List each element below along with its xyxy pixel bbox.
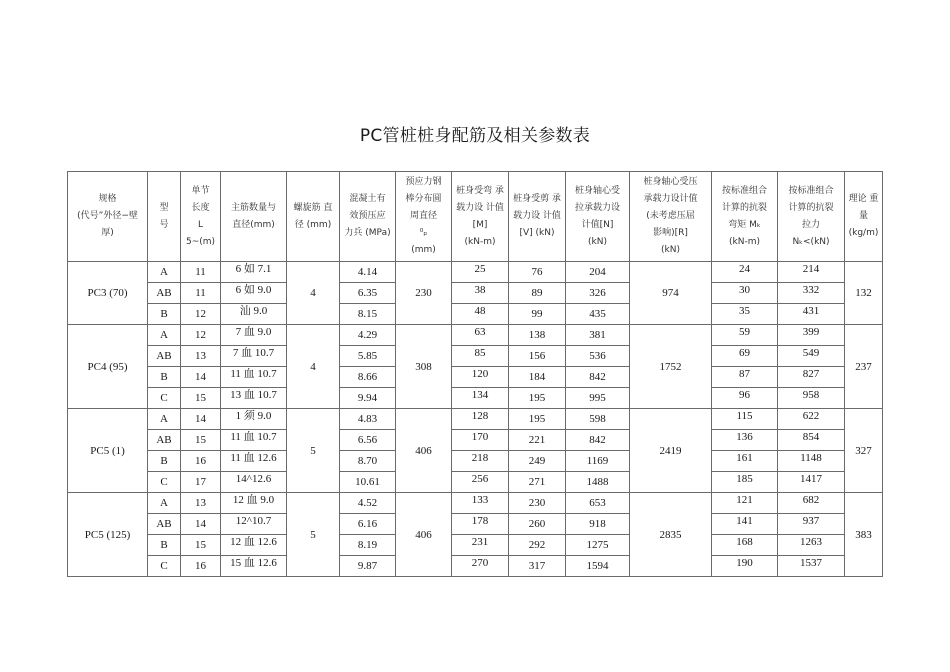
prestress-cell: 6.35: [340, 283, 396, 304]
shear-cell: 138: [509, 325, 566, 346]
table-body: [68, 262, 883, 577]
moment-cell: 85: [452, 346, 509, 367]
spiral-cell: 5: [287, 493, 340, 577]
table-row: [68, 514, 883, 535]
table-row: [68, 472, 883, 493]
header-shear: [509, 172, 566, 262]
crack-tension-cell: 1148: [778, 451, 845, 472]
header-moment: [452, 172, 509, 262]
header-line: 按标准组合: [721, 185, 767, 196]
length-cell: 13: [181, 346, 221, 367]
header-line: 拉承载力设: [574, 202, 620, 213]
header-axial-compression: [630, 172, 712, 262]
length-cell: 15: [181, 535, 221, 556]
header-length: [181, 172, 221, 262]
header-line: (kN): [661, 245, 680, 255]
weight-cell: 237: [845, 325, 883, 409]
crack-tension-cell: 622: [778, 409, 845, 430]
header-prestress: [340, 172, 396, 262]
header-line: Nₖ<(kN): [792, 236, 830, 247]
type-cell: AB: [148, 283, 181, 304]
table-row: [68, 535, 883, 556]
header-spiral: [287, 172, 340, 262]
shear-cell: 76: [509, 262, 566, 283]
moment-cell: 63: [452, 325, 509, 346]
moment-cell: 170: [452, 430, 509, 451]
rebar-cell: 7 血 9.0: [221, 325, 287, 346]
crack-tension-cell: 332: [778, 283, 845, 304]
table-row: [68, 451, 883, 472]
header-line: 计算的抗裂: [788, 202, 834, 213]
header-line: 效预压应: [349, 211, 386, 221]
header-line: 型: [159, 202, 169, 213]
header-tension: [566, 172, 630, 262]
crack-moment-cell: 168: [712, 535, 778, 556]
document-title: PC管桩桩身配筋及相关参数表: [359, 126, 591, 146]
header-line: 载力设 计值: [513, 211, 561, 221]
header-line: 载力设 计值: [456, 202, 504, 213]
tension-cell: 1169: [566, 451, 630, 472]
length-cell: 11: [181, 283, 221, 304]
shear-cell: 230: [509, 493, 566, 514]
table-row: [68, 346, 883, 367]
spec-cell: PC5 (1): [68, 409, 148, 493]
crack-moment-cell: 59: [712, 325, 778, 346]
type-cell: A: [148, 262, 181, 283]
shear-cell: 156: [509, 346, 566, 367]
header-line: 计算的抗裂: [721, 202, 767, 213]
table-row: [68, 283, 883, 304]
circle-diameter-cell: 406: [396, 493, 452, 577]
moment-cell: 178: [452, 514, 509, 535]
crack-moment-cell: 190: [712, 556, 778, 577]
header-line: 号: [159, 219, 169, 230]
header-line: 直径(mm): [232, 219, 275, 230]
header-line: 周直径: [409, 211, 437, 221]
tension-cell: 204: [566, 262, 630, 283]
length-cell: 14: [181, 367, 221, 388]
weight-cell: 383: [845, 493, 883, 577]
type-cell: B: [148, 367, 181, 388]
header-line: 单节: [191, 185, 210, 196]
header-line: 弯矩 Mₖ: [728, 219, 761, 230]
rebar-cell: 12 血 9.0: [221, 493, 287, 514]
prestress-cell: 8.66: [340, 367, 396, 388]
table-row: [68, 262, 883, 283]
header-line: L: [197, 219, 203, 230]
axial-compression-cell: 2835: [630, 493, 712, 577]
prestress-cell: 6.56: [340, 430, 396, 451]
table-row: [68, 493, 883, 514]
type-cell: A: [148, 493, 181, 514]
crack-moment-cell: 161: [712, 451, 778, 472]
prestress-cell: 4.83: [340, 409, 396, 430]
spiral-cell: 4: [287, 325, 340, 409]
header-line: 预应力钢: [405, 177, 442, 187]
table-row: [68, 409, 883, 430]
crack-moment-cell: 96: [712, 388, 778, 409]
header-line: 承载力设计值: [643, 194, 698, 204]
crack-moment-cell: 136: [712, 430, 778, 451]
spiral-cell: 5: [287, 409, 340, 493]
prestress-cell: 6.16: [340, 514, 396, 535]
spec-cell: PC4 (95): [68, 325, 148, 409]
shear-cell: 195: [509, 409, 566, 430]
prestress-cell: 8.15: [340, 304, 396, 325]
crack-tension-cell: 431: [778, 304, 845, 325]
prestress-cell: 4.52: [340, 493, 396, 514]
moment-cell: 128: [452, 409, 509, 430]
header-line: 按标准组合: [788, 185, 834, 196]
crack-tension-cell: 399: [778, 325, 845, 346]
prestress-cell: 4.29: [340, 325, 396, 346]
header-circle: [396, 172, 452, 262]
header-line: (kN-m): [729, 236, 760, 247]
header-line: 量 (kg/m): [848, 211, 879, 238]
tension-cell: 1275: [566, 535, 630, 556]
table-row: [68, 325, 883, 346]
tension-cell: 536: [566, 346, 630, 367]
header-spec: [68, 172, 148, 262]
header-line: [V] (kN): [519, 228, 555, 238]
circle-diameter-cell: 406: [396, 409, 452, 493]
crack-moment-cell: 141: [712, 514, 778, 535]
crack-tension-cell: 682: [778, 493, 845, 514]
crack-tension-cell: 214: [778, 262, 845, 283]
shear-cell: 89: [509, 283, 566, 304]
type-cell: A: [148, 325, 181, 346]
moment-cell: 120: [452, 367, 509, 388]
rebar-cell: 11 血 10.7: [221, 367, 287, 388]
table-header-row: [68, 172, 883, 262]
header-line: (kN): [588, 236, 607, 247]
header-line: (kN-m): [464, 236, 496, 247]
type-cell: C: [148, 556, 181, 577]
rebar-cell: 11 血 10.7: [221, 430, 287, 451]
length-cell: 16: [181, 556, 221, 577]
crack-tension-cell: 1417: [778, 472, 845, 493]
type-cell: C: [148, 472, 181, 493]
tension-cell: 842: [566, 367, 630, 388]
shear-cell: 249: [509, 451, 566, 472]
shear-cell: 99: [509, 304, 566, 325]
header-line: ⁰ₚ: [419, 228, 428, 238]
crack-moment-cell: 115: [712, 409, 778, 430]
table-row: [68, 367, 883, 388]
header-line: 长度: [191, 202, 210, 213]
table-row: [68, 388, 883, 409]
crack-moment-cell: 69: [712, 346, 778, 367]
moment-cell: 25: [452, 262, 509, 283]
spec-cell: PC3 (70): [68, 262, 148, 325]
crack-moment-cell: 30: [712, 283, 778, 304]
rebar-cell: 15 血 12.6: [221, 556, 287, 577]
header-line: 桩身轴心受压: [643, 177, 698, 187]
header-line: [M]: [472, 219, 488, 230]
shear-cell: 184: [509, 367, 566, 388]
crack-tension-cell: 827: [778, 367, 845, 388]
shear-cell: 260: [509, 514, 566, 535]
header-line: 螺旋筋 直: [293, 202, 333, 213]
shear-cell: 271: [509, 472, 566, 493]
moment-cell: 134: [452, 388, 509, 409]
crack-tension-cell: 958: [778, 388, 845, 409]
length-cell: 12: [181, 304, 221, 325]
length-cell: 14: [181, 409, 221, 430]
header-line: 理论 重: [848, 194, 879, 204]
length-cell: 15: [181, 388, 221, 409]
crack-moment-cell: 87: [712, 367, 778, 388]
crack-tension-cell: 549: [778, 346, 845, 367]
type-cell: C: [148, 388, 181, 409]
rebar-cell: 7 血 10.7: [221, 346, 287, 367]
crack-tension-cell: 1537: [778, 556, 845, 577]
rebar-cell: 12^10.7: [221, 514, 287, 535]
tension-cell: 842: [566, 430, 630, 451]
type-cell: B: [148, 451, 181, 472]
crack-moment-cell: 121: [712, 493, 778, 514]
axial-compression-cell: 974: [630, 262, 712, 325]
rebar-cell: 6 如 7.1: [221, 262, 287, 283]
prestress-cell: 9.94: [340, 388, 396, 409]
moment-cell: 38: [452, 283, 509, 304]
header-line: 厚): [101, 228, 114, 238]
rebar-cell: 11 血 12.6: [221, 451, 287, 472]
table-row: [68, 430, 883, 451]
tension-cell: 995: [566, 388, 630, 409]
tension-cell: 1594: [566, 556, 630, 577]
length-cell: 11: [181, 262, 221, 283]
moment-cell: 133: [452, 493, 509, 514]
length-cell: 15: [181, 430, 221, 451]
header-line: 拉力: [801, 219, 820, 230]
header-line: 桩身受剪 承: [513, 194, 561, 204]
circle-diameter-cell: 230: [396, 262, 452, 325]
length-cell: 17: [181, 472, 221, 493]
rebar-cell: 6 如 9.0: [221, 283, 287, 304]
shear-cell: 221: [509, 430, 566, 451]
weight-cell: 327: [845, 409, 883, 493]
header-line: (未考虑压屈: [646, 211, 695, 221]
crack-tension-cell: 1263: [778, 535, 845, 556]
crack-moment-cell: 35: [712, 304, 778, 325]
length-cell: 16: [181, 451, 221, 472]
rebar-cell: 14^12.6: [221, 472, 287, 493]
header-line: 棒分布圆: [405, 194, 442, 204]
pile-parameter-table: [67, 171, 883, 577]
type-cell: AB: [148, 514, 181, 535]
length-cell: 12: [181, 325, 221, 346]
header-crack-tension: [778, 172, 845, 262]
tension-cell: 326: [566, 283, 630, 304]
prestress-cell: 8.70: [340, 451, 396, 472]
header-line: 混凝土有: [349, 194, 386, 204]
type-cell: AB: [148, 430, 181, 451]
type-cell: B: [148, 304, 181, 325]
axial-compression-cell: 2419: [630, 409, 712, 493]
header-line: 5~(m): [185, 236, 216, 247]
shear-cell: 195: [509, 388, 566, 409]
moment-cell: 218: [452, 451, 509, 472]
prestress-cell: 9.87: [340, 556, 396, 577]
header-line: 桩身轴心受: [574, 185, 620, 196]
prestress-cell: 5.85: [340, 346, 396, 367]
header-line: 径 (mm): [294, 219, 332, 230]
crack-moment-cell: 185: [712, 472, 778, 493]
type-cell: B: [148, 535, 181, 556]
length-cell: 14: [181, 514, 221, 535]
header-line: 主筋数量与: [230, 202, 276, 213]
prestress-cell: 10.61: [340, 472, 396, 493]
axial-compression-cell: 1752: [630, 325, 712, 409]
tension-cell: 1488: [566, 472, 630, 493]
prestress-cell: 8.19: [340, 535, 396, 556]
tension-cell: 918: [566, 514, 630, 535]
header-line: 桩身受弯 承: [456, 185, 504, 196]
spec-cell: PC5 (125): [68, 493, 148, 577]
header-line: 力兵 (MPa): [344, 228, 391, 238]
header-line: 影响)[R]: [653, 228, 688, 238]
tension-cell: 381: [566, 325, 630, 346]
weight-cell: 132: [845, 262, 883, 325]
shear-cell: 317: [509, 556, 566, 577]
spiral-cell: 4: [287, 262, 340, 325]
moment-cell: 231: [452, 535, 509, 556]
table-row: [68, 556, 883, 577]
prestress-cell: 4.14: [340, 262, 396, 283]
rebar-cell: 汕 9.0: [221, 304, 287, 325]
circle-diameter-cell: 308: [396, 325, 452, 409]
crack-tension-cell: 854: [778, 430, 845, 451]
rebar-cell: 1 须 9.0: [221, 409, 287, 430]
tension-cell: 653: [566, 493, 630, 514]
header-line: 规格: [98, 194, 117, 204]
header-line: 计值[N]: [581, 219, 614, 230]
tension-cell: 435: [566, 304, 630, 325]
header-rebar: [221, 172, 287, 262]
shear-cell: 292: [509, 535, 566, 556]
rebar-cell: 13 血 10.7: [221, 388, 287, 409]
tension-cell: 598: [566, 409, 630, 430]
length-cell: 13: [181, 493, 221, 514]
header-type: [148, 172, 181, 262]
moment-cell: 256: [452, 472, 509, 493]
moment-cell: 48: [452, 304, 509, 325]
rebar-cell: 12 血 12.6: [221, 535, 287, 556]
type-cell: AB: [148, 346, 181, 367]
crack-tension-cell: 937: [778, 514, 845, 535]
table-row: [68, 304, 883, 325]
crack-moment-cell: 24: [712, 262, 778, 283]
moment-cell: 270: [452, 556, 509, 577]
header-line: (mm): [411, 245, 436, 255]
type-cell: A: [148, 409, 181, 430]
header-line: (代号”外径−壁: [77, 211, 138, 221]
header-weight: [845, 172, 883, 262]
header-crack-moment: [712, 172, 778, 262]
